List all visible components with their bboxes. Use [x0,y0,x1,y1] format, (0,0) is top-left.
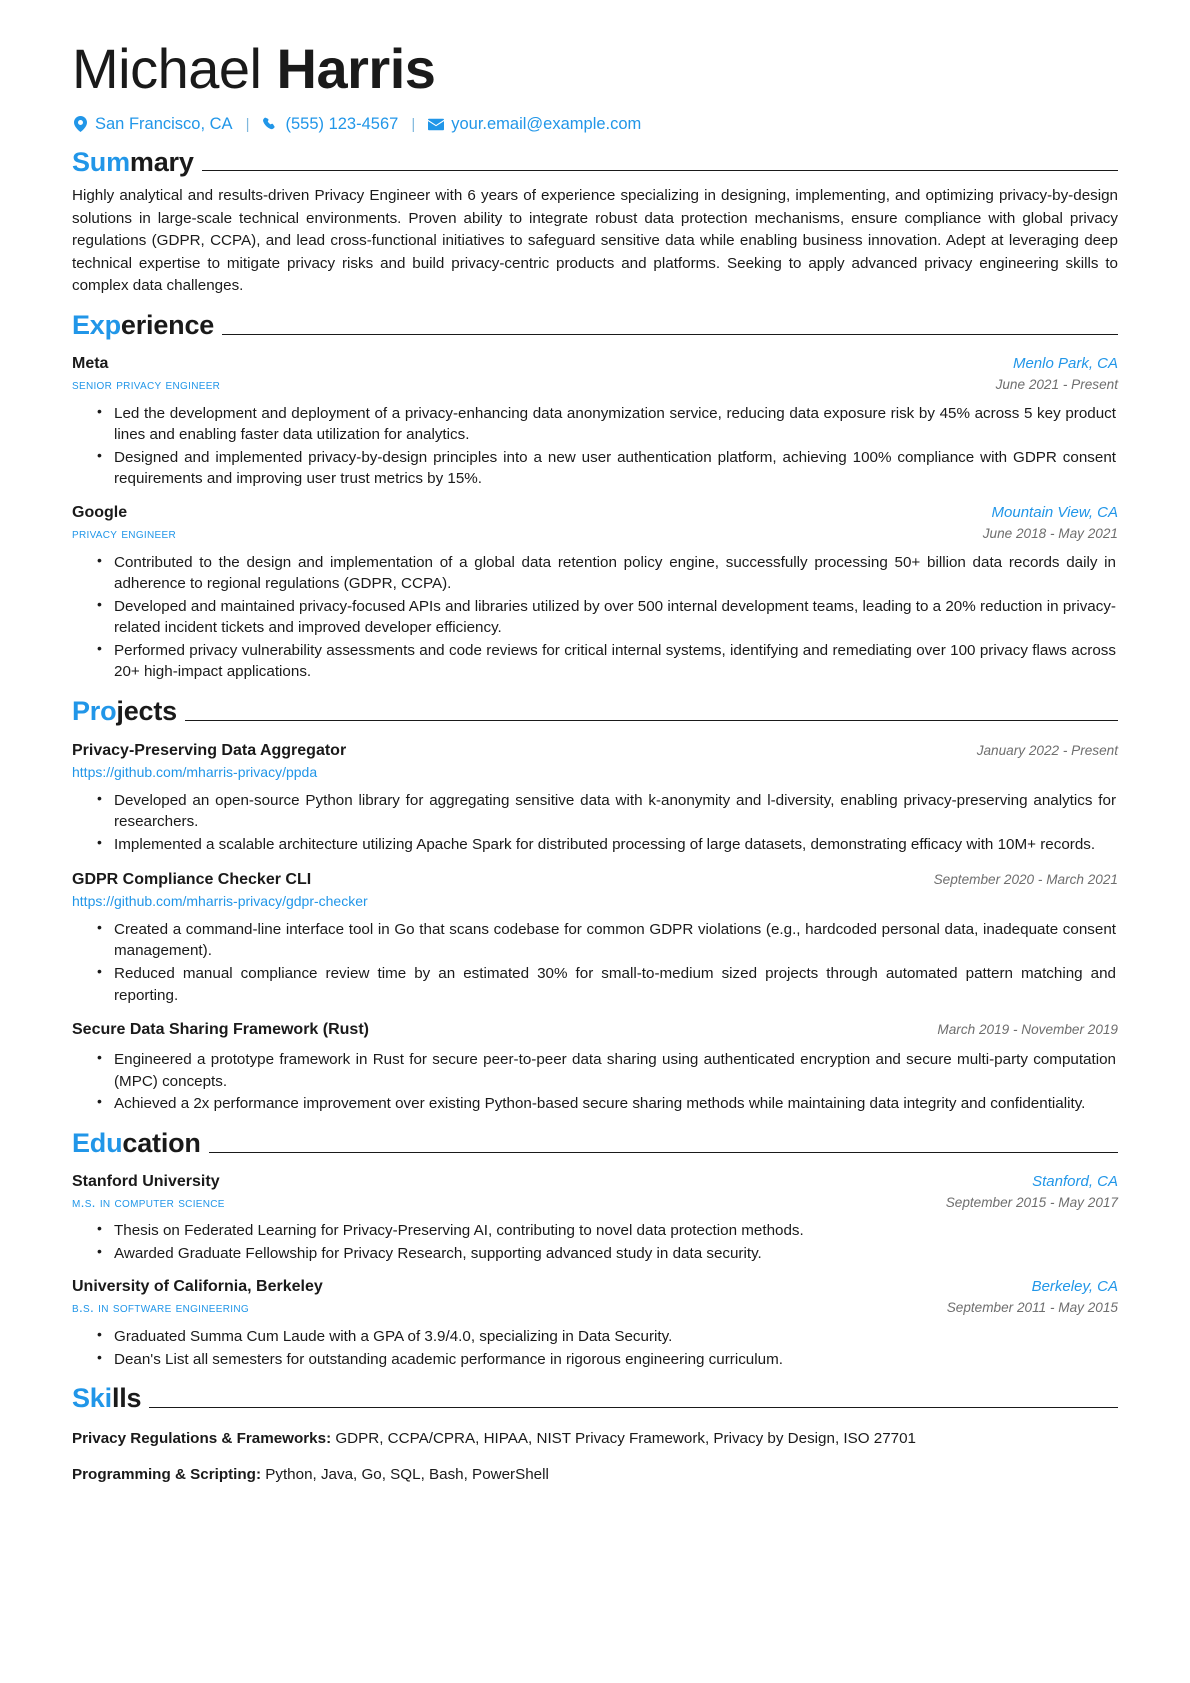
project-name: GDPR Compliance Checker CLI [72,870,312,888]
entry-sub-row [72,374,1118,394]
contact-row [72,115,1118,134]
experience-entry [72,354,1118,490]
list-item: • Performed privacy vulnerability assessments and code reviews for critical internal systems, identifying and remediating over 100 privacy flaws across 20+ high-impact applications. [114,640,1118,683]
section-title-accent: Exp [72,310,121,341]
bullet-list [72,403,1118,490]
entry-top-row [72,1277,1118,1297]
bullet-list [72,1049,1118,1115]
list-item: • Led the development and deployment of a privacy-enhancing data anonymization service, reducing data exposure risk by 45% across 5 key product lines and enabling faster data utilization for analytics. [114,403,1118,446]
contact-separator-1: | [245,115,250,133]
project-dates: September 2020 - March 2021 [933,871,1118,887]
school-name: University of California, Berkeley [72,1278,323,1296]
project-entry [72,1019,1118,1115]
entry-top-row [72,1019,1118,1040]
skill-line [72,1464,1118,1486]
list-item: • Implemented a scalable architecture utilizing Apache Spark for distributed processing of large datasets, demonstrating efficacy with 10M+ records. [114,834,1118,856]
list-item: • Designed and implemented privacy-by-design principles into a new user authentication platform, achieving 100% compliance with GDPR consent requirements and improving user trust metrics by 15%. [114,447,1118,490]
education-entry [72,1277,1118,1370]
list-item: • Created a command-line interface tool in Go that scans codebase for common GDPR violations (e.g., hardcoded personal data, inadequate consent management). [114,919,1118,962]
list-item: • Engineered a prototype framework in Rust for secure peer-to-peer data sharing using authenticated encryption and secure multi-party computation (MPC) concepts. [114,1049,1118,1092]
list-item: • Graduated Summa Cum Laude with a GPA of 3.9/4.0, specializing in Data Security. [114,1326,1118,1348]
project-name: Privacy-Preserving Data Aggregator [72,741,347,759]
education-entry [72,1172,1118,1265]
employer-name: Meta [72,354,109,372]
bullet-list [72,1220,1118,1264]
section-education [72,1129,1118,1370]
bullet-list [72,790,1118,856]
contact-phone[interactable] [262,115,398,134]
bullet-list [72,552,1118,683]
phone-icon [262,116,278,132]
entry-sub-row [72,523,1118,543]
employer-location: Mountain View, CA [991,503,1118,521]
study-dates: September 2015 - May 2017 [945,1194,1118,1210]
last-name: Harris [276,37,436,100]
section-heading-projects [72,697,1118,727]
list-item: • Awarded Graduate Fellowship for Privacy Research, supporting advanced study in data security. [114,1243,1118,1265]
list-item: • Achieved a 2x performance improvement over existing Python-based secure sharing methods while maintaining data integrity and confidentiality. [114,1093,1118,1115]
section-title-rest: lls [111,1383,142,1414]
section-title-accent: Sum [72,146,130,177]
project-dates: March 2019 - November 2019 [937,1022,1118,1038]
entry-top-row [72,740,1118,761]
section-title-rest: cation [122,1127,201,1158]
employer-name: Google [72,503,128,521]
section-title-accent: Ski [72,1383,112,1414]
job-title: senior privacy engineer [72,376,221,392]
section-title-accent: Pro [72,696,117,727]
section-title [72,697,177,727]
resume-header [72,37,1118,134]
section-title-rest: erience [120,310,215,341]
section-title [72,311,214,341]
first-name: Michael [72,37,277,100]
envelope-icon [428,116,444,132]
entry-sub-row [72,1297,1118,1317]
project-entry [72,869,1118,1007]
job-title: privacy engineer [72,525,176,541]
project-name: Secure Data Sharing Framework (Rust) [72,1021,369,1039]
section-heading-skills [72,1384,1118,1414]
school-location: Berkeley, CA [1031,1278,1118,1296]
skill-line [72,1428,1118,1450]
section-title [72,1129,201,1159]
list-item: • Dean's List all semesters for outstanding academic performance in rigorous engineering curriculum. [114,1349,1118,1371]
entry-top-row [72,1172,1118,1192]
project-url[interactable]: https://github.com/mharris-privacy/gdpr-checker [72,892,368,909]
section-title-rest: jects [116,696,177,727]
section-title-rest: mary [129,146,194,177]
project-entry [72,740,1118,856]
section-rule [222,334,1118,335]
degree-title: m.s. in computer science [72,1194,225,1210]
contact-email[interactable] [428,115,641,134]
section-rule [185,720,1118,721]
section-rule [202,170,1118,171]
section-heading-education [72,1129,1118,1159]
section-title [72,1384,141,1414]
page-title [72,37,1118,100]
phone-text: (555) 123-4567 [285,114,399,133]
entry-top-row [72,354,1118,374]
skill-category: Privacy Regulations & Frameworks: [72,1429,332,1447]
project-dates: January 2022 - Present [976,742,1118,758]
employment-dates: June 2018 - May 2021 [982,525,1118,541]
section-projects [72,697,1118,1115]
entry-top-row [72,869,1118,890]
email-text: your.email@example.com [451,114,642,133]
location-text: San Francisco, CA [95,114,233,133]
skill-values: GDPR, CCPA/CPRA, HIPAA, NIST Privacy Framework, Privacy by Design, ISO 27701 [331,1429,917,1447]
section-summary [72,148,1118,297]
list-item: • Contributed to the design and implementation of a global data retention policy engine, successfully processing 50+ billion data records daily in adherence to regional regulations (GDPR, CCPA). [114,552,1118,595]
list-item: • Developed and maintained privacy-focused APIs and libraries utilized by over 500 internal development teams, leading to a 20% reduction in privacy-related incident tickets and improved developer efficiency. [114,596,1118,639]
section-title-accent: Edu [72,1127,123,1158]
entry-top-row [72,503,1118,523]
map-pin-icon [72,116,88,132]
section-rule [149,1407,1118,1408]
school-name: Stanford University [72,1172,220,1190]
contact-location [72,115,233,134]
summary-text: Highly analytical and results-driven Privacy Engineer with 6 years of experience specializing in designing, implementing, and optimizing privacy-by-design solutions in large-scale technical environments. Proven ability to integrate robust data protection mechanisms, ensure compliance with global privacy regulations (GDPR, CCPA), and lead cross-functional initiatives to safeguard sensitive data while enabling business innovation. Adept at leveraging deep technical expertise to mitigate privacy risks and build privacy-centric products and platforms. Seeking to apply advanced privacy engineering skills to complex data challenges. [72,187,1118,294]
school-location: Stanford, CA [1032,1172,1118,1190]
experience-entry [72,503,1118,683]
list-item: • Developed an open-source Python library for aggregating sensitive data with k-anonymity and l-diversity, enabling privacy-preserving analytics for researchers. [114,790,1118,833]
section-rule [209,1152,1118,1153]
section-skills [72,1384,1118,1486]
section-experience [72,311,1118,683]
study-dates: September 2011 - May 2015 [946,1300,1118,1316]
bullet-list [72,919,1118,1006]
skill-values: Python, Java, Go, SQL, Bash, PowerShell [261,1465,549,1483]
list-item: • Thesis on Federated Learning for Privacy-Preserving AI, contributing to novel data protection methods. [114,1220,1118,1242]
entry-sub-row [72,1192,1118,1212]
section-heading-experience [72,311,1118,341]
section-heading-summary [72,148,1118,178]
list-item: • Reduced manual compliance review time by an estimated 30% for small-to-medium sized projects through automated pattern matching and reporting. [114,963,1118,1006]
section-title [72,148,194,178]
skill-category: Programming & Scripting: [72,1465,262,1483]
degree-title: b.s. in software engineering [72,1300,249,1316]
employment-dates: June 2021 - Present [995,376,1118,392]
contact-separator-2: | [411,115,416,133]
project-url[interactable]: https://github.com/mharris-privacy/ppda [72,763,318,780]
bullet-list [72,1326,1118,1370]
employer-location: Menlo Park, CA [1012,354,1118,372]
